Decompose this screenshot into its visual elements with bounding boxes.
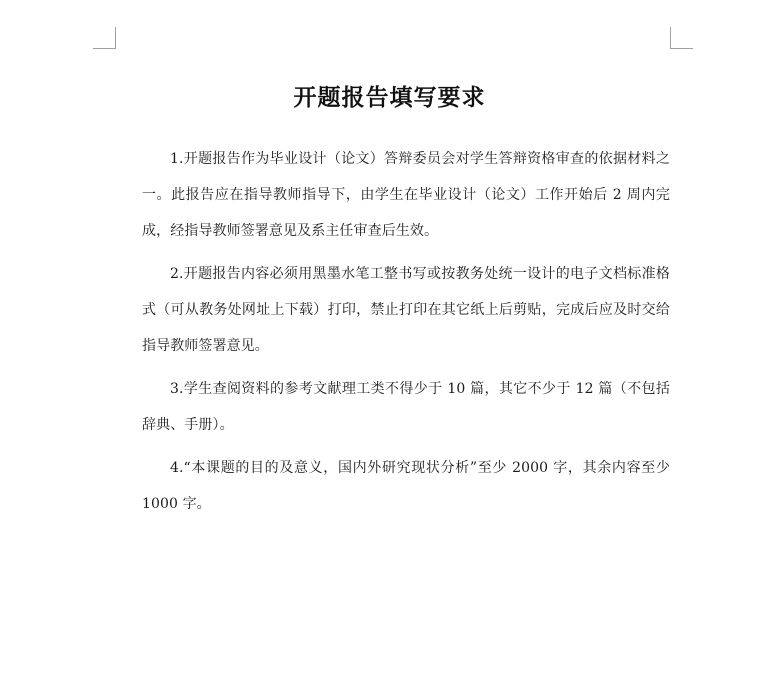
document-body [142,141,670,529]
paragraph-4: 4.“本课题的目的及意义，国内外研究现状分析”至少 2000 字，其余内容至少 1000 字。 [142,460,670,512]
document-title: 开题报告填写要求 [293,85,486,111]
paragraph-2: 2.开题报告内容必须用黑墨水笔工整书写或按教务处统一设计的电子文档标准格式（可从教务处网址上下载）打印，禁止打印在其它纸上后剪贴，完成后应及时交给指导教师签署意见。 [142,266,670,354]
top-left-crop-mark [93,27,116,49]
top-right-crop-mark [670,27,693,49]
paragraph-1: 1.开题报告作为毕业设计（论文）答辩委员会对学生答辩资格审查的依据材料之一。此报告应在指导教师指导下，由学生在毕业设计（论文）工作开始后 2 周内完成，经指导教师签署意见及系主任审查后生效。 [142,151,670,239]
paragraph-3: 3.学生查阅资料的参考文献理工类不得少于 10 篇，其它不少于 12 篇（不包括辞典、手册）。 [142,381,670,433]
